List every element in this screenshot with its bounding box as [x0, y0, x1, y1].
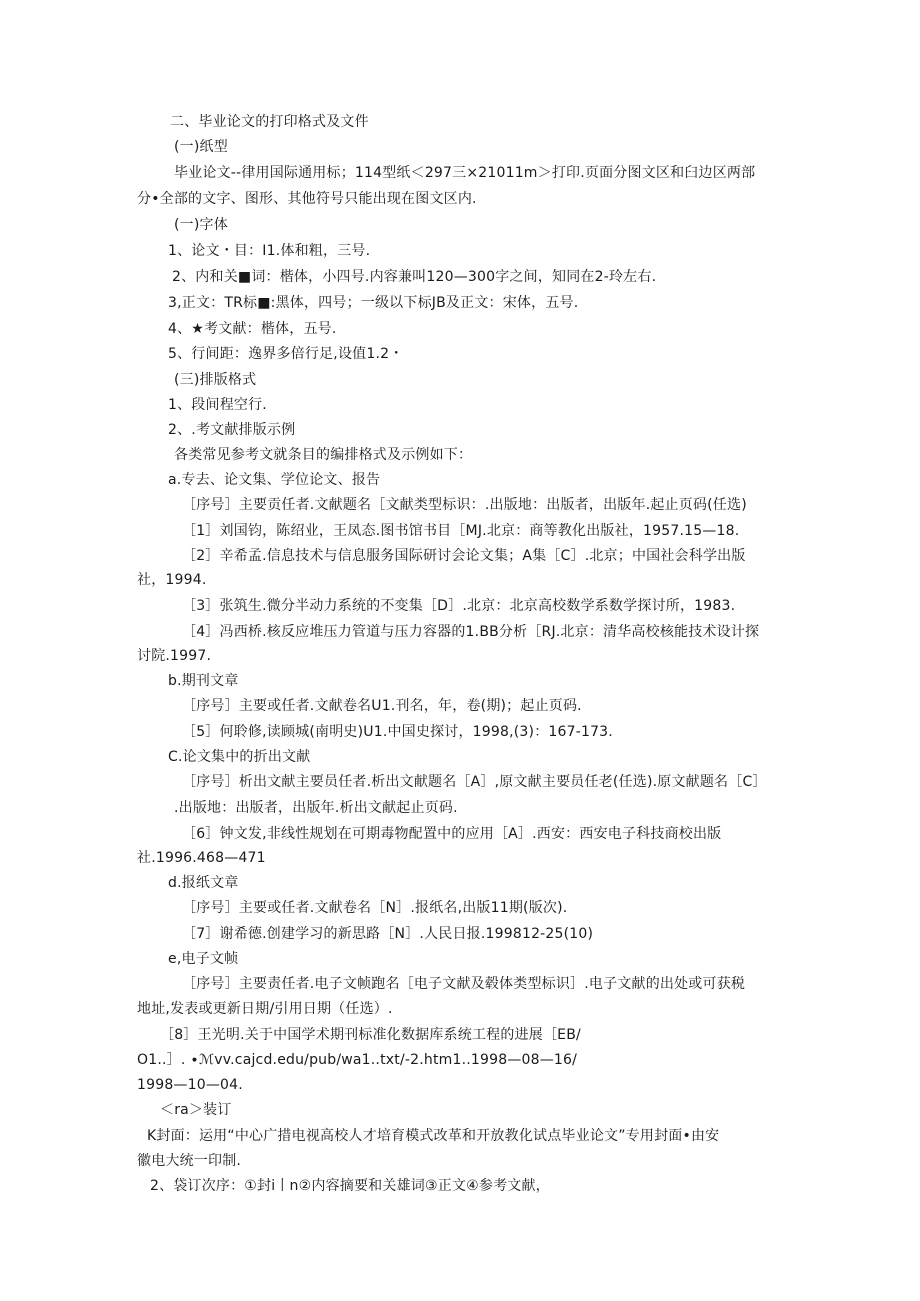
- paragraph-line: 徽电大统一印制.: [137, 1153, 242, 1169]
- list-item: 1、论文・目：I1.体和粗，三号.: [168, 243, 371, 259]
- reference-example: ［4］冯西桥.核反应堆压力管道与压力容器的1.BB分析［RJ.北京：清华高校核能技术设计探: [182, 624, 760, 640]
- reference-format: ［序号］析出文献主要员任者.析出文献题名［A］,原文献主要员任老(任选).原文献题名［C］: [182, 774, 767, 790]
- paragraph-line: K封面：运用“中心广措电视高校人才培育模式改革和开放教化试点毕业论文”专用封面•由安: [147, 1128, 720, 1144]
- reference-format: ［序号］主要或任者.文献卷名［N］.报纸名,出版11期(版次).: [182, 900, 568, 916]
- reference-example-continued: O1..］. ∙ℳvv.cajcd.edu/pub/wa1..txt/-2.htm1..1998—08—16/: [137, 1052, 578, 1068]
- category-heading: a.专去、论文集、学位论文、报告: [168, 472, 381, 488]
- list-item: 2、袋订次序：①封i丨n②内容摘要和关雄词③正文④参考文献，: [150, 1178, 550, 1194]
- reference-example: ［5］何聆修,读顾城(南明史)U1.中国史探讨，1998,(3)：167-173.: [182, 724, 613, 740]
- reference-format: ［序号］主要贡任者.文献题名［文献类型标识：.出版地：出版者，出版年.起止页码(任选): [182, 497, 747, 513]
- paragraph-line: 各类常见参考文就条目的编排格式及示例如下：: [174, 447, 473, 463]
- reference-example: ［6］钟文发,非线性规划在可期毒物配置中的应用［A］.西安：西安电子科技商校出版: [182, 826, 722, 842]
- category-heading: C.论文集中的折出文献: [168, 749, 311, 765]
- reference-example: ［7］谢希德.创建学习的新思路［N］.人民日报.199812-25(10): [182, 926, 594, 942]
- subheading-layout: (三)排版格式: [174, 372, 257, 388]
- list-item: 3,正文：TR标■:黑体，四号；一级以下标JB及正文：宋体，五号.: [168, 295, 579, 311]
- reference-example: ［3］张筑生.微分半动力系统的不变集［D］.北京：北京高校数学系数学探讨所，1983.: [182, 598, 736, 614]
- reference-format-continued: .出版地：出版者，出版年.析出文献起止页码.: [174, 800, 458, 816]
- reference-example-continued: 社，1994.: [137, 572, 207, 588]
- reference-example-continued: 1998—10—04.: [137, 1077, 243, 1093]
- subheading-binding: ＜ra＞装订: [160, 1102, 232, 1118]
- paragraph-line: 分•全部的文字、图形、其他符号只能出现在图文区内.: [137, 191, 477, 207]
- reference-example-continued: 讨院.1997.: [137, 648, 212, 664]
- reference-format: ［序号］主要责任者.电子文帧跑名［电子文献及毂体类型标识］.电子文献的出处或可获税: [182, 976, 746, 992]
- section-heading-print-format: 二、毕业论文的打印格式及文件: [170, 114, 369, 130]
- category-heading: b.期刊文章: [168, 673, 239, 689]
- reference-format-continued: 地址,发表或更新日期/引用日期（任选）.: [137, 1001, 393, 1017]
- paragraph-line: 毕业论文--律用国际通用标；114型纸＜297三×21011m＞打印.页面分图文区和臼边区两部: [174, 165, 756, 181]
- category-heading: d.报纸文章: [168, 875, 239, 891]
- list-item: 4、★考文献：楷体，五号.: [168, 321, 337, 337]
- reference-example: ［8］王光明.关于中国学术期刊标准化数据库系统工程的进展［EB/: [160, 1027, 581, 1043]
- list-item: 5、行间距：逸界多倍行足,设值1.2・: [168, 346, 404, 362]
- list-item: 2、内和关■词：楷体，小四号.内容兼叫120—300字之间，知同在2-玲左右.: [172, 269, 657, 285]
- subheading-font: (一)字体: [174, 217, 228, 233]
- category-heading: e,电子文帧: [168, 951, 239, 967]
- list-item: 1、段间程空行.: [168, 397, 267, 413]
- list-item: 2、.考文献排版示例: [168, 422, 296, 438]
- reference-example: ［1］刘国钧，陈绍业，王凤态.图书馆书目［MJ.北京：商等教化出版社，1957.15—18.: [182, 523, 740, 539]
- subheading-paper-type: (一)纸型: [174, 139, 228, 155]
- reference-format: ［序号］主要或任者.文献卷名U1.刊名，年，卷(期)；起止页码.: [182, 698, 582, 714]
- reference-example-continued: 社.1996.468—471: [137, 850, 266, 866]
- reference-example: ［2］辛希孟.信息技术与信息服务国际研讨会论文集；A集［C］.北京；中国社会科学出版: [182, 548, 746, 564]
